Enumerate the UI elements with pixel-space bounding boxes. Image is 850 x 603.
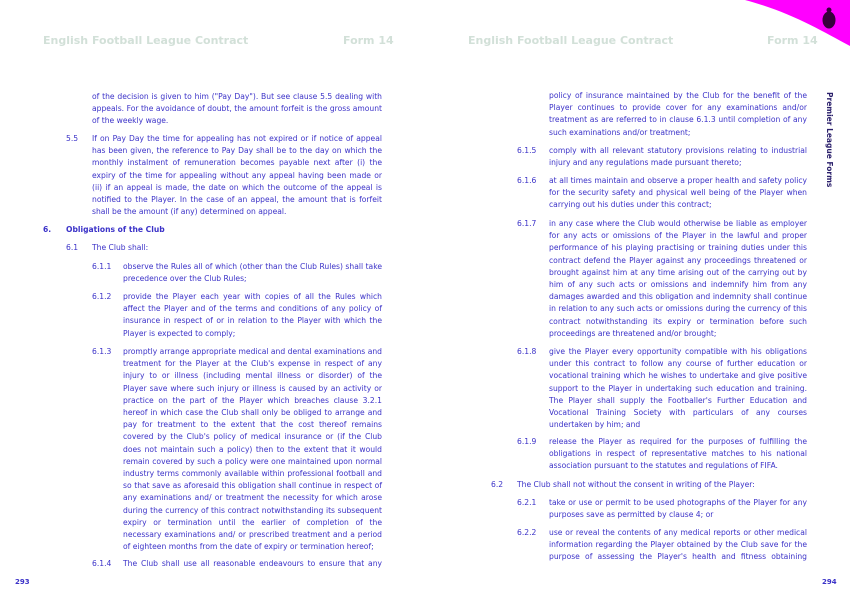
clause-text: use or reveal the contents of any medical reports or other medical information regarding the Player obtained by the Club save for the purpose of assessing the Player's health and fitness obtaining <box>549 528 807 562</box>
clause-text: in any case where the Club would otherwise be liable as employer for any acts or omissions of the Player in the lawful and proper performance of his playing practising or training duties under this contract defend the Player against any proceedings threatened or brought against him at any time arising out of the carrying out by him of any such acts or omissions and indemnify him from any damages awarded and this obligation and indemnity shall continue in relation to any such acts or omissions during the currency of this contract notwithstanding its expiry or termination before such proceedings are threatened and/or brought; <box>549 219 807 338</box>
clause-number: 6.1.7 <box>517 219 537 228</box>
page-number-left: 293 <box>15 578 30 586</box>
clause-text: release the Player as required for the purposes of fulfilling the obligations in respect of representative matches to his national association pursuant to the statutes and regulations of FIFA. <box>549 437 807 471</box>
side-label: Premier League Forms <box>825 92 834 188</box>
clause-text: observe the Rules all of which (other than the Club Rules) shall take precedence over the Club Rules; <box>123 262 382 284</box>
clause-number: 6.1.6 <box>517 176 537 185</box>
clause-number: 6.2.1 <box>517 498 537 507</box>
clause-number: 6.2 <box>491 480 504 489</box>
clause-text: The Club shall use all reasonable endeavours to ensure that any <box>123 559 382 568</box>
clause-number: 6.1.5 <box>517 146 537 155</box>
clause-text: comply with all relevant statutory provisions relating to industrial injury and any regulations made pursuant thereto; <box>549 146 807 168</box>
clause-continuation: of the decision is given to him ("Pay Day"). But see clause 5.5 dealing with appeals. For the avoidance of doubt, the amount forfeit is the gross amount of the weekly wage. <box>92 92 382 126</box>
clause-number: 6.1 <box>66 243 79 252</box>
clause-continuation: policy of insurance maintained by the Club for the benefit of the Player continues to provide cover for any examinations and/or treatment as are referred to in clause 6.1.3 until completion of any such examinations and/or treatment; <box>549 91 807 137</box>
clause-number: 6.1.8 <box>517 347 537 356</box>
header-right-title: English Football League Contract <box>468 34 674 47</box>
clause-text: The Club shall not without the consent in writing of the Player: <box>517 480 755 489</box>
clause-number: 6.1.3 <box>92 347 112 356</box>
clause-text: The Club shall: <box>92 243 149 252</box>
page-number-right: 294 <box>822 578 837 586</box>
clause-number: 6.1.2 <box>92 292 112 301</box>
section-number: 6. <box>43 225 52 234</box>
header-left-form: Form 14 <box>343 34 394 47</box>
clause-text: give the Player every opportunity compatible with his obligations under this contract to follow any course of further education or vocational training which he wishes to undertake and give positive support to the Player in undertaking such education and training. The Player shall supply the Footballer's Further Education and Vocational Training Society with particulars of any courses undertaken by him; and <box>549 347 807 430</box>
clause-number: 6.1.4 <box>92 559 112 568</box>
clause-text: If on Pay Day the time for appealing has not expired or if notice of appeal has been given, the reference to Pay Day shall be to the day on which the monthly instalment of remuneration becomes payable next after (i) the expiry of the time for appealing without any appeal having been made or (ii) if an appeal is made, the date on which the outcome of the appeal is notified to the Player. In the case of an appeal, the amount that is forfeit shall be the amount (if any) determined on appeal. <box>92 134 382 217</box>
header-left-title: English Football League Contract <box>43 34 249 47</box>
clause-text: take or use or permit to be used photographs of the Player for any purposes save as permitted by clause 4; or <box>549 498 807 520</box>
clause-text: at all times maintain and observe a proper health and safety policy for the security safety and physical well being of the Player when carrying out his duties under this contract; <box>549 176 807 210</box>
clause-number: 6.1.9 <box>517 437 537 446</box>
clause-number: 6.2.2 <box>517 528 537 537</box>
clause-text: promptly arrange appropriate medical and dental examinations and treatment for the Player at the Club's expense in respect of any injury to or illness (including mental illness or disorder) of the Player save where such injury or illness is caused by an activity or practice on the part of the Player which breaches clause 3.2.1 hereof in which case the Club shall only be obliged to arrange and pay for treatment to the extent that the cost thereof remains covered by the Club's policy of medical insurance or (if the Club does not maintain such a policy) then to the extent that it would remain covered by such a policy were one maintained upon normal industry terms commonly available within professional football and so that save as aforesaid this obligation shall continue in respect of any examinations and/ or treatment the necessity for which arose during the currency of this contract notwithstanding its subsequent expiry or termination until the earlier of completion of the necessary examinations and/ or prescribed treatment and a period of eighteen months from the date of expiry or termination hereof; <box>123 347 382 552</box>
clause-number: 6.1.1 <box>92 262 112 271</box>
section-heading: Obligations of the Club <box>66 225 165 234</box>
clause-number: 5.5 <box>66 134 79 143</box>
clause-text: provide the Player each year with copies of all the Rules which affect the Player and of the terms and conditions of any policy of insurance in respect of or in relation to the Player with which the Player is expected to comply; <box>123 292 382 338</box>
header-right-form: Form 14 <box>767 34 818 47</box>
